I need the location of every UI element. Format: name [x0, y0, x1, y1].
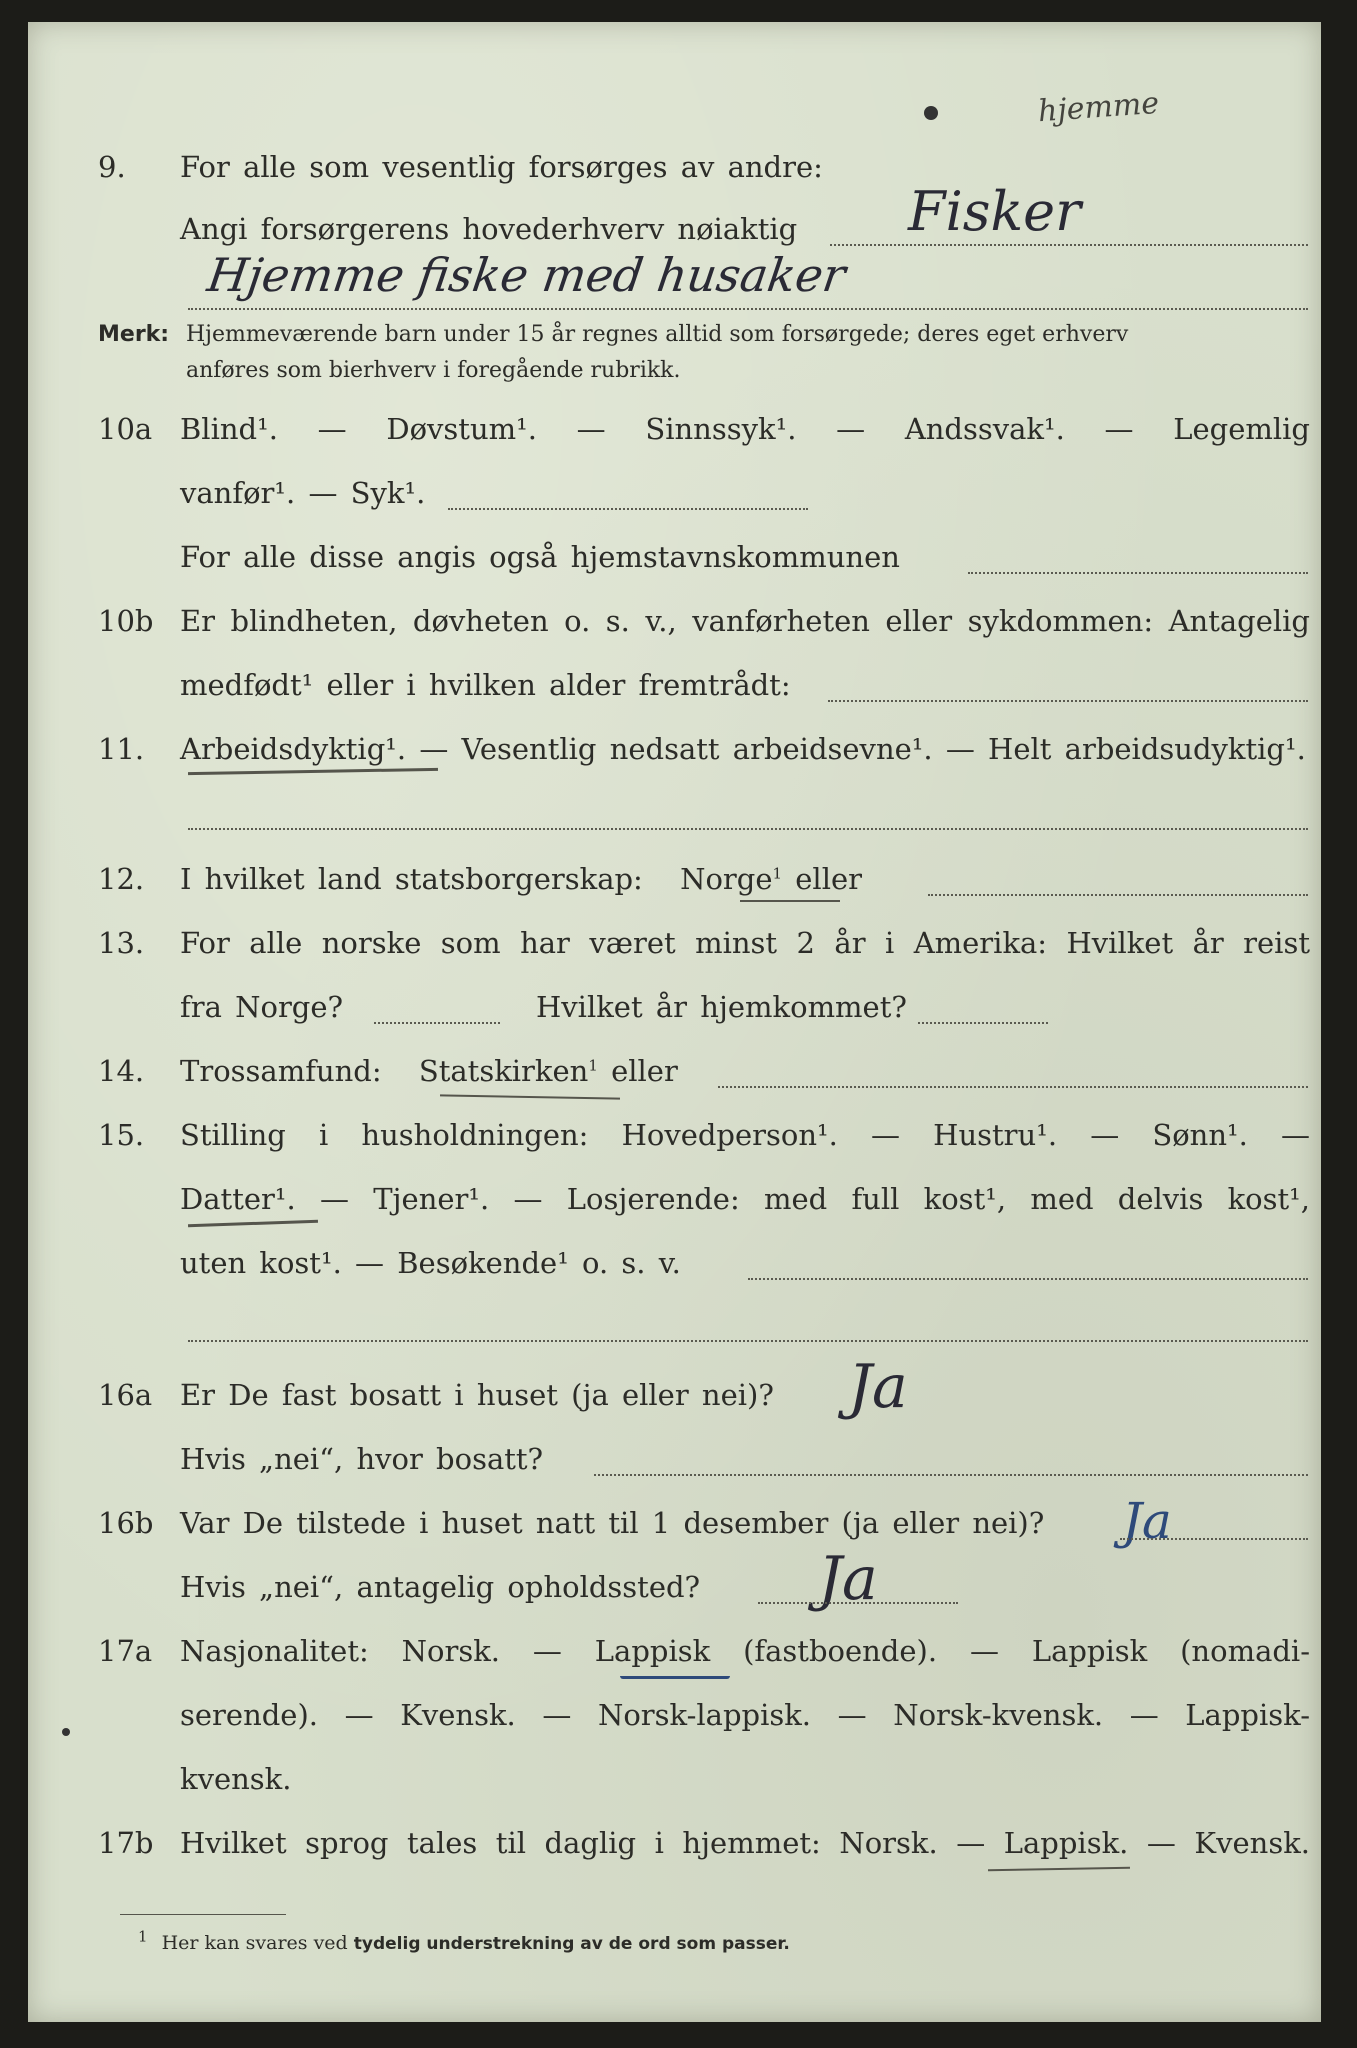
footnote-text: Her kan svares ved: [161, 1932, 348, 1954]
q17a-question-line3: kvensk.: [180, 1762, 292, 1796]
census-form-page: [28, 22, 1321, 2022]
q12-underline-norge: [740, 900, 840, 902]
q10b-question-line1: Er blindheten, døvheten o. s. v., vanførheten eller sykdommen: Antagelig: [180, 604, 1310, 638]
footnote-rule: [120, 1914, 286, 1915]
q12-question-text: I hvilket land statsborgerskap:: [180, 862, 643, 896]
q13-question-line2b: Hvilket år hjemkommet?: [536, 990, 907, 1024]
q13-hjemkommet-line: [918, 1022, 1048, 1024]
q14-underline-statskirken: [440, 1094, 620, 1099]
q16a-question-line1: Er De fast bosatt i huset (ja eller nei)?: [180, 1378, 774, 1412]
q10b-answer-line: [828, 700, 1308, 702]
margin-dot: [62, 1728, 70, 1736]
q16b-answer-line-2: [758, 1602, 958, 1604]
q16b-answer-line-1: [1120, 1538, 1308, 1540]
q16a-number: 16a: [98, 1378, 153, 1412]
q10a-hjemstavn-line: [968, 572, 1308, 574]
q10b-number: 10b: [98, 604, 154, 638]
q17a-number: 17a: [98, 1634, 153, 1668]
merk-text-line1: Hjemmeværende barn under 15 år regnes alltid som forsørgede; deres eget erhverv: [186, 322, 1129, 347]
q10a-question-line3: For alle disse angis også hjemstavnskommunen: [180, 540, 900, 574]
merk-text-line2: anføres som bierhverv i foregående rubrikk.: [186, 358, 681, 383]
q16b-handwritten-answer-2: Ja: [818, 1544, 878, 1614]
q14-answer-line: [718, 1086, 1308, 1088]
footnote-mark: 1: [138, 1927, 148, 1946]
q13-reist-line: [374, 1022, 500, 1024]
q14-footnote-mark: 1: [588, 1056, 598, 1075]
q14-question-text: Trossamfund:: [180, 1054, 382, 1088]
q15-question-line2: Datter¹. — Tjener¹. — Losjerende: med full kost¹, med delvis kost¹,: [180, 1182, 1310, 1216]
q11-extra-line: [188, 828, 1308, 830]
q15-question-line1: Stilling i husholdningen: Hovedperson¹. — Hustru¹. — Sønn¹. —: [180, 1118, 1310, 1152]
q14-number: 14.: [98, 1054, 145, 1088]
q14-after-text: eller: [611, 1054, 678, 1088]
q12-footnote-mark: 1: [772, 864, 783, 883]
q10a-question-line1: Blind¹. — Døvstum¹. — Sinnssyk¹. — Andssvak¹. — Legemlig: [180, 412, 1310, 446]
q17b-number: 17b: [98, 1826, 154, 1860]
q16a-question-line2: Hvis „nei“, hvor bosatt?: [180, 1442, 544, 1476]
q15-number: 15.: [98, 1118, 145, 1152]
q13-number: 13.: [98, 926, 145, 960]
q17a-question-line1: Nasjonalitet: Norsk. — Lappisk (fastboende). — Lappisk (nomadi-: [180, 1634, 1310, 1668]
q17b-underline-lappisk: [988, 1867, 1130, 1871]
q14-option-statskirken: Statskirken: [418, 1054, 589, 1088]
q16a-answer-line: [594, 1474, 1308, 1476]
q9-handwritten-detail: Hjemme fiske med husaker: [204, 248, 849, 302]
q10b-question-line2: medfødt¹ eller i hvilken alder fremtrådt:: [180, 668, 791, 702]
margin-handwriting: hjemme: [1036, 85, 1161, 130]
q12-option-norge: Norge: [680, 862, 773, 896]
q13-question-line1: For alle norske som har været minst 2 år i Amerika: Hvilket år reist: [180, 926, 1310, 960]
ink-dot: [924, 106, 938, 120]
q16b-question-line1: Var De tilstede i huset natt til 1 desember (ja eller nei)?: [180, 1506, 1045, 1540]
q11-number: 11.: [98, 732, 145, 766]
q17b-question-line1: Hvilket sprog tales til daglig i hjemmet: Norsk. — Lappisk. — Kvensk.: [180, 1826, 1310, 1860]
footnote-bold-text: tydelig understrekning av de ord som passer.: [353, 1934, 790, 1954]
q12-after-text: eller: [795, 862, 863, 896]
q16b-handwritten-answer-1: Ja: [1122, 1492, 1172, 1550]
q14-question: [180, 1054, 678, 1088]
q15-extra-line: [188, 1340, 1308, 1342]
q11-question-line1: Arbeidsdyktig¹. — Vesentlig nedsatt arbeidsevne¹. — Helt arbeidsudyktig¹.: [180, 732, 1306, 766]
q17a-underline-lappisk: [620, 1676, 730, 1679]
q10a-number: 10a: [98, 412, 153, 446]
q12-question: [180, 862, 862, 896]
q15-underline-datter: [188, 1220, 318, 1228]
q13-question-line2a: fra Norge?: [180, 990, 344, 1024]
footnote: [138, 1927, 790, 1954]
q12-number: 12.: [98, 862, 145, 896]
q17a-question-line2: serende). — Kvensk. — Norsk-lappisk. — Norsk-kvensk. — Lappisk-: [180, 1698, 1310, 1732]
q9-number: 9.: [98, 150, 126, 184]
q16a-handwritten-answer: Ja: [848, 1352, 908, 1422]
q12-answer-line: [928, 894, 1308, 896]
q9-question-line2: Angi forsørgerens hovederhverv nøiaktig: [180, 212, 798, 246]
q16b-question-line2: Hvis „nei“, antagelig opholdssted?: [180, 1570, 701, 1604]
q16b-number: 16b: [98, 1506, 154, 1540]
q15-question-line3: uten kost¹. — Besøkende¹ o. s. v.: [180, 1246, 681, 1280]
merk-label: Merk:: [98, 322, 170, 347]
q9-answer-line: [830, 244, 1308, 246]
q9-answer-line-2: [188, 308, 1308, 310]
q9-handwritten-occupation: Fisker: [908, 180, 1081, 243]
q11-underline-arbeidsdyktig: [188, 768, 438, 775]
q15-answer-line: [748, 1278, 1308, 1280]
q10a-question-line2: vanfør¹. — Syk¹.: [180, 476, 426, 510]
q10a-answer-line: [448, 508, 808, 510]
q9-question-line1: For alle som vesentlig forsørges av andre:: [180, 150, 823, 184]
